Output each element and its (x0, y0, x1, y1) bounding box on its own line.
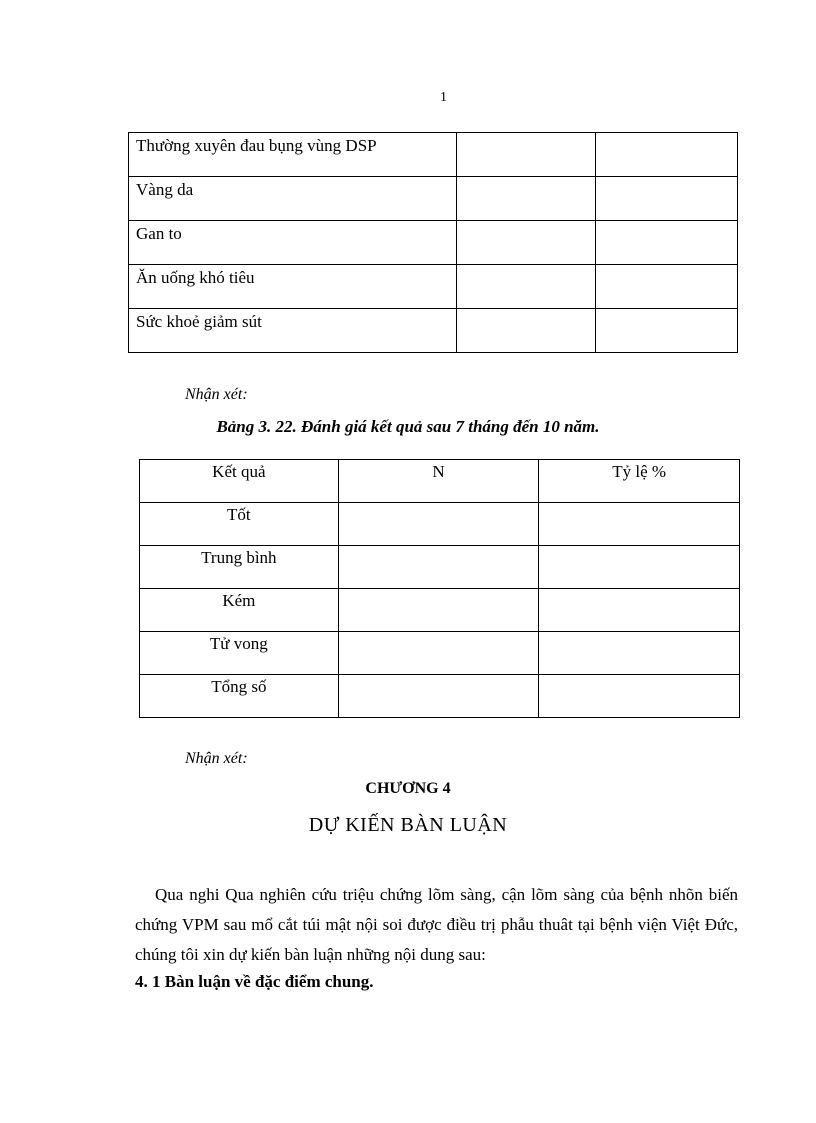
table-row (140, 546, 740, 589)
table-cell-label: Tốt (140, 503, 339, 546)
table-cell-label: Tổng số (140, 675, 339, 718)
table-row (129, 133, 738, 177)
chapter-title: DỰ KIẾN BÀN LUẬN (308, 814, 508, 836)
table-cell-empty (596, 177, 738, 221)
table-row (140, 675, 740, 718)
table-cell-empty (596, 265, 738, 309)
body-paragraph: Qua nghi Qua nghiên cứu triệu chứng lõm sàng, cận lõm sàng của bệnh nhõn biến chứng VPM sau mổ cắt túi mật nội soi được điều trị phẫu thuât tại bệnh viện Việt Đức, chúng tôi xin dự kiến bàn luận những nội dung sau: (135, 885, 738, 964)
table-row (129, 221, 738, 265)
remark-label: Nhận xét: (185, 750, 248, 767)
table-cell-label: Thường xuyên đau bụng vùng DSP (129, 133, 457, 177)
table-header-cell: Tỷ lệ % (539, 460, 740, 503)
table-row (140, 632, 740, 675)
table-cell-empty (539, 675, 740, 718)
table-row (140, 589, 740, 632)
table-cell-empty (338, 675, 539, 718)
table-cell-empty (456, 265, 596, 309)
table-cell-label: Gan to (129, 221, 457, 265)
table-cell-empty (596, 133, 738, 177)
table-cell-empty (596, 221, 738, 265)
table-cell-empty (539, 546, 740, 589)
remark-label: Nhận xét: (185, 386, 248, 403)
table-cell-empty (338, 503, 539, 546)
table-cell-label: Tử vong (140, 632, 339, 675)
table-header-cell: Kết quả (140, 460, 339, 503)
table-cell-empty (596, 309, 738, 353)
table-cell-empty (338, 589, 539, 632)
table-cell-empty (539, 632, 740, 675)
results-table (139, 459, 740, 718)
table-cell-label: Ăn uống khó tiêu (129, 265, 457, 309)
table-row (129, 265, 738, 309)
table-cell-empty (456, 177, 596, 221)
table-cell-empty (539, 503, 740, 546)
table-cell-label: Trung bình (140, 546, 339, 589)
table-cell-label: Sức khoẻ giảm sút (129, 309, 457, 353)
section-heading: 4. 1 Bàn luận về đặc điểm chung. (135, 972, 374, 991)
table-cell-label: Vàng da (129, 177, 457, 221)
table-header-cell: N (338, 460, 539, 503)
page-number: 1 (440, 90, 447, 105)
table-cell-empty (456, 309, 596, 353)
chapter-label: CHƯƠNG 4 (365, 780, 451, 797)
table-cell-label: Kém (140, 589, 339, 632)
table-cell-empty (456, 221, 596, 265)
table-caption: Bảng 3. 22. Đánh giá kết quả sau 7 tháng đến 10 năm. (216, 417, 600, 436)
table-row (129, 177, 738, 221)
table-cell-empty (338, 546, 539, 589)
table-cell-empty (338, 632, 539, 675)
table-header-row (140, 460, 740, 503)
table-cell-empty (539, 589, 740, 632)
table-row (129, 309, 738, 353)
table-cell-empty (456, 133, 596, 177)
symptoms-table (128, 132, 738, 353)
table-row (140, 503, 740, 546)
